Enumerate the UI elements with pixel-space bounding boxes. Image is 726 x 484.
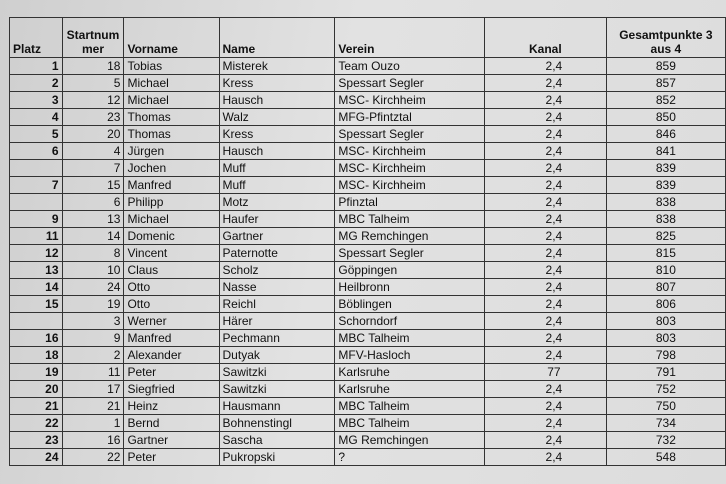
cell-vorname: Claus — [124, 262, 219, 279]
cell-name: Haufer — [219, 211, 335, 228]
cell-startnummer: 14 — [62, 228, 124, 245]
cell-platz: 5 — [10, 126, 63, 143]
cell-name: Sawitzki — [219, 364, 335, 381]
cell-startnummer: 24 — [62, 279, 124, 296]
cell-verein: MBC Talheim — [335, 415, 485, 432]
cell-name: Scholz — [219, 262, 335, 279]
cell-kanal: 2,4 — [484, 432, 606, 449]
cell-gesamtpunkte: 838 — [606, 211, 725, 228]
header-platz: Platz — [10, 18, 63, 58]
cell-kanal: 2,4 — [484, 109, 606, 126]
cell-gesamtpunkte: 839 — [606, 177, 725, 194]
cell-vorname: Jürgen — [124, 143, 219, 160]
cell-gesamtpunkte: 806 — [606, 296, 725, 313]
cell-kanal: 2,4 — [484, 279, 606, 296]
cell-verein: Göppingen — [335, 262, 485, 279]
cell-verein: MSC- Kirchheim — [335, 143, 485, 160]
cell-kanal: 2,4 — [484, 296, 606, 313]
cell-vorname: Werner — [124, 313, 219, 330]
cell-gesamtpunkte: 841 — [606, 143, 725, 160]
cell-vorname: Alexander — [124, 347, 219, 364]
cell-vorname: Peter — [124, 449, 219, 466]
cell-name: Muff — [219, 160, 335, 177]
cell-startnummer: 21 — [62, 398, 124, 415]
cell-vorname: Tobias — [124, 58, 219, 75]
cell-name: Misterek — [219, 58, 335, 75]
cell-startnummer: 19 — [62, 296, 124, 313]
cell-name: Paternotte — [219, 245, 335, 262]
table-row — [10, 228, 726, 245]
cell-verein: Heilbronn — [335, 279, 485, 296]
table-row — [10, 177, 726, 194]
cell-name: Walz — [219, 109, 335, 126]
cell-platz: 18 — [10, 347, 63, 364]
cell-kanal: 2,4 — [484, 177, 606, 194]
cell-platz: 11 — [10, 228, 63, 245]
cell-name: Hausch — [219, 143, 335, 160]
cell-vorname: Peter — [124, 364, 219, 381]
cell-vorname: Heinz — [124, 398, 219, 415]
cell-name: Pechmann — [219, 330, 335, 347]
cell-startnummer: 5 — [62, 75, 124, 92]
cell-platz: 2 — [10, 75, 63, 92]
cell-vorname: Michael — [124, 211, 219, 228]
cell-name: Nasse — [219, 279, 335, 296]
table-row — [10, 381, 726, 398]
cell-startnummer: 23 — [62, 109, 124, 126]
cell-gesamtpunkte: 838 — [606, 194, 725, 211]
cell-vorname: Michael — [124, 75, 219, 92]
cell-platz — [10, 160, 63, 177]
cell-verein: Spessart Segler — [335, 245, 485, 262]
cell-verein: MSC- Kirchheim — [335, 177, 485, 194]
cell-vorname: Thomas — [124, 126, 219, 143]
cell-vorname: Jochen — [124, 160, 219, 177]
cell-gesamtpunkte: 798 — [606, 347, 725, 364]
cell-verein: Spessart Segler — [335, 75, 485, 92]
cell-kanal: 2,4 — [484, 313, 606, 330]
cell-startnummer: 11 — [62, 364, 124, 381]
cell-verein: MSC- Kirchheim — [335, 92, 485, 109]
cell-platz: 9 — [10, 211, 63, 228]
cell-vorname: Manfred — [124, 177, 219, 194]
cell-kanal: 2,4 — [484, 347, 606, 364]
header-vorname: Vorname — [124, 18, 219, 58]
cell-platz: 12 — [10, 245, 63, 262]
cell-name: Motz — [219, 194, 335, 211]
cell-gesamtpunkte: 791 — [606, 364, 725, 381]
cell-platz: 6 — [10, 143, 63, 160]
cell-platz: 20 — [10, 381, 63, 398]
cell-gesamtpunkte: 807 — [606, 279, 725, 296]
table-row — [10, 415, 726, 432]
cell-vorname: Siegfried — [124, 381, 219, 398]
cell-gesamtpunkte: 750 — [606, 398, 725, 415]
table-row — [10, 92, 726, 109]
cell-vorname: Bernd — [124, 415, 219, 432]
cell-verein: Team Ouzo — [335, 58, 485, 75]
cell-verein: Karlsruhe — [335, 364, 485, 381]
table-row — [10, 245, 726, 262]
cell-kanal: 2,4 — [484, 92, 606, 109]
cell-gesamtpunkte: 850 — [606, 109, 725, 126]
cell-vorname: Michael — [124, 92, 219, 109]
cell-name: Härer — [219, 313, 335, 330]
cell-platz: 1 — [10, 58, 63, 75]
cell-name: Gartner — [219, 228, 335, 245]
cell-kanal: 2,4 — [484, 449, 606, 466]
cell-platz: 4 — [10, 109, 63, 126]
cell-name: Sawitzki — [219, 381, 335, 398]
cell-vorname: Otto — [124, 279, 219, 296]
cell-verein: Schorndorf — [335, 313, 485, 330]
cell-platz: 14 — [10, 279, 63, 296]
cell-startnummer: 4 — [62, 143, 124, 160]
cell-startnummer: 6 — [62, 194, 124, 211]
cell-vorname: Domenic — [124, 228, 219, 245]
cell-startnummer: 2 — [62, 347, 124, 364]
header-gesamtpunkte: Gesamtpunkte 3 aus 4 — [606, 18, 725, 58]
table-row — [10, 75, 726, 92]
table-row — [10, 330, 726, 347]
cell-name: Sascha — [219, 432, 335, 449]
cell-verein: Pfinztal — [335, 194, 485, 211]
cell-kanal: 2,4 — [484, 143, 606, 160]
cell-gesamtpunkte: 846 — [606, 126, 725, 143]
cell-startnummer: 22 — [62, 449, 124, 466]
cell-vorname: Philipp — [124, 194, 219, 211]
cell-verein: MBC Talheim — [335, 330, 485, 347]
cell-verein: MG Remchingen — [335, 432, 485, 449]
cell-kanal: 2,4 — [484, 126, 606, 143]
table-row — [10, 160, 726, 177]
cell-startnummer: 3 — [62, 313, 124, 330]
cell-startnummer: 20 — [62, 126, 124, 143]
cell-startnummer: 18 — [62, 58, 124, 75]
cell-platz: 3 — [10, 92, 63, 109]
cell-kanal: 77 — [484, 364, 606, 381]
cell-kanal: 2,4 — [484, 228, 606, 245]
cell-vorname: Gartner — [124, 432, 219, 449]
cell-startnummer: 13 — [62, 211, 124, 228]
table-row — [10, 126, 726, 143]
cell-kanal: 2,4 — [484, 194, 606, 211]
cell-platz: 7 — [10, 177, 63, 194]
cell-vorname: Thomas — [124, 109, 219, 126]
cell-name: Muff — [219, 177, 335, 194]
cell-verein: ? — [335, 449, 485, 466]
cell-gesamtpunkte: 859 — [606, 58, 725, 75]
cell-kanal: 2,4 — [484, 381, 606, 398]
results-table — [9, 17, 726, 466]
cell-gesamtpunkte: 734 — [606, 415, 725, 432]
cell-verein: MSC- Kirchheim — [335, 160, 485, 177]
cell-platz — [10, 194, 63, 211]
table-row — [10, 211, 726, 228]
cell-startnummer: 16 — [62, 432, 124, 449]
cell-platz — [10, 313, 63, 330]
cell-verein: Karlsruhe — [335, 381, 485, 398]
cell-verein: MFV-Hasloch — [335, 347, 485, 364]
table-row — [10, 194, 726, 211]
cell-gesamtpunkte: 803 — [606, 330, 725, 347]
cell-startnummer: 15 — [62, 177, 124, 194]
cell-verein: MG Remchingen — [335, 228, 485, 245]
header-row — [10, 18, 726, 58]
cell-name: Hausmann — [219, 398, 335, 415]
cell-startnummer: 7 — [62, 160, 124, 177]
cell-startnummer: 10 — [62, 262, 124, 279]
cell-platz: 24 — [10, 449, 63, 466]
cell-platz: 15 — [10, 296, 63, 313]
cell-startnummer: 8 — [62, 245, 124, 262]
cell-name: Hausch — [219, 92, 335, 109]
table-row — [10, 313, 726, 330]
table-body — [10, 58, 726, 466]
cell-kanal: 2,4 — [484, 262, 606, 279]
cell-name: Bohnenstingl — [219, 415, 335, 432]
table-row — [10, 364, 726, 381]
cell-kanal: 2,4 — [484, 58, 606, 75]
table-row — [10, 347, 726, 364]
cell-platz: 16 — [10, 330, 63, 347]
cell-startnummer: 12 — [62, 92, 124, 109]
cell-gesamtpunkte: 803 — [606, 313, 725, 330]
cell-gesamtpunkte: 548 — [606, 449, 725, 466]
cell-name: Reichl — [219, 296, 335, 313]
cell-platz: 22 — [10, 415, 63, 432]
table-row — [10, 279, 726, 296]
cell-name: Kress — [219, 75, 335, 92]
cell-gesamtpunkte: 839 — [606, 160, 725, 177]
cell-vorname: Vincent — [124, 245, 219, 262]
cell-platz: 21 — [10, 398, 63, 415]
table-row — [10, 296, 726, 313]
header-verein: Verein — [335, 18, 485, 58]
cell-verein: Böblingen — [335, 296, 485, 313]
cell-kanal: 2,4 — [484, 415, 606, 432]
cell-kanal: 2,4 — [484, 160, 606, 177]
cell-kanal: 2,4 — [484, 245, 606, 262]
cell-platz: 13 — [10, 262, 63, 279]
cell-name: Dutyak — [219, 347, 335, 364]
cell-gesamtpunkte: 810 — [606, 262, 725, 279]
cell-platz: 23 — [10, 432, 63, 449]
cell-kanal: 2,4 — [484, 75, 606, 92]
cell-gesamtpunkte: 852 — [606, 92, 725, 109]
cell-verein: MBC Talheim — [335, 211, 485, 228]
header-startnummer: Startnum mer — [62, 18, 124, 58]
cell-platz: 19 — [10, 364, 63, 381]
header-kanal: Kanal — [484, 18, 606, 58]
cell-kanal: 2,4 — [484, 398, 606, 415]
cell-vorname: Manfred — [124, 330, 219, 347]
cell-kanal: 2,4 — [484, 330, 606, 347]
table-row — [10, 109, 726, 126]
table-row — [10, 143, 726, 160]
table-row — [10, 432, 726, 449]
table-row — [10, 398, 726, 415]
cell-startnummer: 17 — [62, 381, 124, 398]
table-row — [10, 262, 726, 279]
cell-kanal: 2,4 — [484, 211, 606, 228]
cell-name: Pukropski — [219, 449, 335, 466]
cell-gesamtpunkte: 732 — [606, 432, 725, 449]
cell-verein: MBC Talheim — [335, 398, 485, 415]
cell-gesamtpunkte: 857 — [606, 75, 725, 92]
cell-name: Kress — [219, 126, 335, 143]
table-row — [10, 58, 726, 75]
cell-gesamtpunkte: 825 — [606, 228, 725, 245]
cell-verein: MFG-Pfintztal — [335, 109, 485, 126]
cell-startnummer: 1 — [62, 415, 124, 432]
cell-verein: Spessart Segler — [335, 126, 485, 143]
cell-vorname: Otto — [124, 296, 219, 313]
header-name: Name — [219, 18, 335, 58]
table-row — [10, 449, 726, 466]
cell-startnummer: 9 — [62, 330, 124, 347]
cell-gesamtpunkte: 752 — [606, 381, 725, 398]
cell-gesamtpunkte: 815 — [606, 245, 725, 262]
